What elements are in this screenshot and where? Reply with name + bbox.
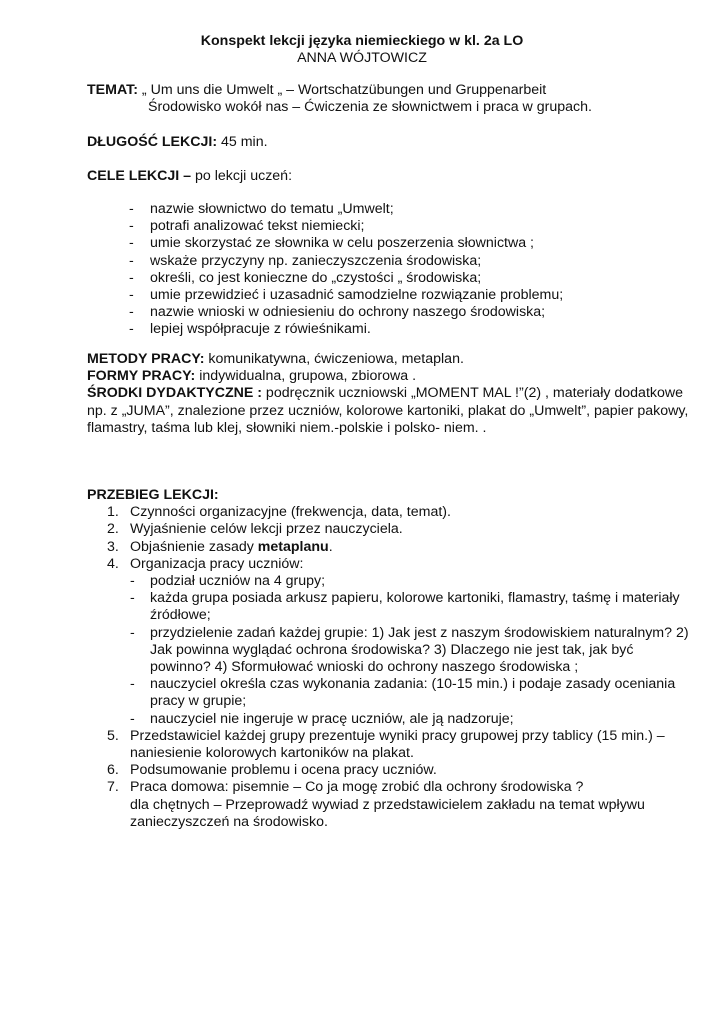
sublist-item: - przydzielenie zadań każdej grupie: 1) Jak jest z naszym środowiskiem naturalnym? 2) Jak powinna wyglądać ochrona środowiska? 3) Dlaczego nie jest tak, jak być powinno? 4) Sformułować wnioski do ochrony naszego środowiska ;	[130, 625, 694, 677]
goals-list-section	[87, 201, 694, 339]
topic-polish: Środowisko wokół nas – Ćwiczenia ze słownictwem i praca w grupach.	[148, 99, 592, 116]
duration-value: 45 min.	[217, 134, 268, 150]
document-author: ANNA WÓJTOWICZ	[297, 50, 427, 66]
lesson-steps-list	[87, 504, 694, 831]
step-text: Wyjaśnienie celów lekcji przez nauczyciela.	[130, 521, 403, 538]
methods-value: komunikatywna, ćwiczeniowa, metaplan.	[204, 351, 464, 367]
lesson-plan-section	[87, 487, 694, 831]
topic-label: TEMAT:	[87, 82, 138, 98]
forms-value: indywidualna, grupowa, zbiorowa .	[195, 368, 417, 385]
step-text: Czynności organizacyjne (frekwencja, data, temat).	[130, 504, 451, 521]
teaching-aids-label: ŚRODKI DYDAKTYCZNE :	[87, 385, 262, 402]
lesson-step	[87, 556, 694, 728]
goals-list	[87, 201, 694, 339]
lesson-step	[87, 728, 694, 762]
topic-section	[87, 82, 694, 116]
goal-item: - umie skorzystać ze słownika w celu poszerzenia słownictwa ;	[87, 235, 694, 252]
lesson-plan-label: PRZEBIEG LEKCJI:	[87, 487, 219, 503]
goal-item: - nazwie słownictwo do tematu „Umwelt;	[87, 201, 694, 218]
step-number: 4.	[107, 555, 119, 572]
duration-section	[87, 134, 694, 151]
document-header	[0, 33, 724, 67]
lesson-step	[87, 521, 694, 538]
teaching-aids-value: podręcznik uczniowski „MOMENT MAL !”(2) , materiały dodatkowe np. z „JUMA”, znalezione przez uczniów, kolorowe kartoniki, plakat do „Umwelt”, papier pakowy, flamastry, taśma lub klej, słowniki niem.-polskie i polsko- niem. .	[87, 385, 689, 436]
goal-item: - wskaże przyczyny np. zanieczyszczenia środowiska;	[87, 253, 694, 270]
step-number: 5.	[107, 727, 119, 744]
goals-label: CELE LEKCJI –	[87, 168, 192, 184]
goals-intro: po lekcji uczeń:	[191, 168, 293, 184]
step-number: 3.	[107, 538, 119, 555]
lesson-step	[87, 779, 694, 831]
methods-section	[87, 351, 694, 437]
step-bold-term: metaplanu	[257, 538, 329, 555]
goal-item: - umie przewidzieć i uzasadnić samodzielne rozwiązanie problemu;	[87, 287, 694, 304]
step-number: 6.	[107, 762, 119, 779]
step-text: Organizacja pracy uczniów:	[130, 555, 304, 572]
organization-sublist	[130, 573, 694, 728]
step-text: Objaśnienie zasady	[130, 538, 258, 555]
sublist-item: - każda grupa posiada arkusz papieru, kolorowe kartoniki, flamastry, taśmę i materiały źródłowe;	[130, 590, 694, 624]
goals-section	[87, 168, 694, 185]
goal-item: - potrafi analizować tekst niemiecki;	[87, 218, 694, 235]
step-number: 2.	[107, 521, 119, 538]
lesson-step	[87, 539, 694, 556]
goal-item: - określi, co jest konieczne do „czystości „ środowiska;	[87, 270, 694, 287]
sublist-item: - nauczyciel nie ingeruje w pracę uczniów, ale ją nadzoruje;	[130, 711, 694, 728]
sublist-item: - nauczyciel określa czas wykonania zadania: (10-15 min.) i podaje zasady oceniania pracy w grupie;	[130, 676, 694, 710]
step-text: Podsumowanie problemu i ocena pracy uczniów.	[130, 762, 437, 779]
lesson-step	[87, 504, 694, 521]
forms-label: FORMY PRACY:	[87, 368, 196, 385]
document-title: Konspekt lekcji języka niemieckiego w kl. 2a LO	[200, 33, 524, 49]
step-text: Praca domowa: pisemnie – Co ja mogę zrobić dla ochrony środowiska ?	[130, 779, 584, 796]
duration-label: DŁUGOŚĆ LEKCJI:	[87, 134, 218, 150]
topic-german: „ Um uns die Umwelt „ – Wortschatzübungen und Gruppenarbeit	[137, 82, 547, 98]
methods-label: METODY PRACY:	[87, 351, 205, 367]
lesson-step	[87, 762, 694, 779]
step-text: Przedstawiciel każdej grupy prezentuje wyniki pracy grupowej przy tablicy (15 min.) – naniesienie kolorowych kartoników na plakat.	[130, 727, 665, 762]
goal-item: - lepiej współpracuje z rówieśnikami.	[87, 321, 694, 338]
sublist-item: - podział uczniów na 4 grupy;	[130, 573, 694, 590]
goal-item: - nazwie wnioski w odniesieniu do ochrony naszego środowiska;	[87, 304, 694, 321]
step-text-end: .	[328, 538, 333, 555]
step-number: 7.	[107, 779, 119, 796]
step-text-extra: dla chętnych – Przeprowadź wywiad z przedstawicielem zakładu na temat wpływu zanieczyszczeń na środowisko.	[130, 796, 645, 830]
step-number: 1.	[107, 504, 119, 521]
